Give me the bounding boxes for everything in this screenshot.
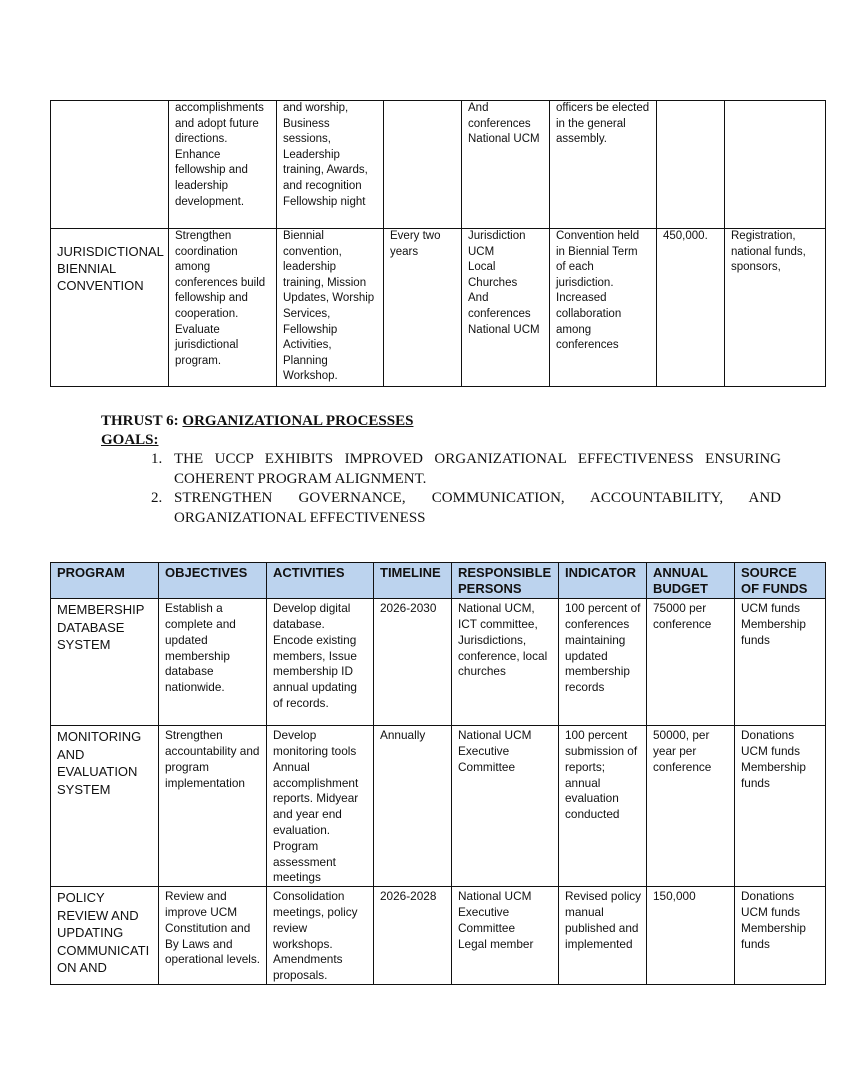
budget-cell: 450,000. [657, 229, 725, 387]
goal-text: STRENGTHEN GOVERNANCE, COMMUNICATION, ACCOUNTABILITY, AND ORGANIZATIONAL EFFECTIVENESS [174, 490, 781, 526]
goal-text: THE UCCP EXHIBITS IMPROVED ORGANIZATIONAL EFFECTIVENESS ENSURING COHERENT PROGRAM ALIGNMENT. [174, 451, 781, 487]
objectives-cell: Strengthen coordination among conferences build fellowship and cooperation. Evaluate jurisdictional program. [169, 229, 277, 387]
indicator-cell: 100 percent of conferences maintaining updated membership records [559, 599, 647, 726]
indicator-cell: 100 percent submission of reports; annual evaluation conducted [559, 726, 647, 887]
goal-number: 2. [151, 490, 163, 506]
budget-cell [657, 101, 725, 229]
timeline-cell: 2026-2028 [374, 887, 452, 985]
program-table [50, 562, 826, 985]
timeline-cell [384, 101, 462, 229]
activities-cell: Develop digital database. Encode existing members, Issue membership ID annual updating of records. [267, 599, 374, 726]
activities-cell: Develop monitoring tools Annual accomplishment reports. Midyear and year end evaluation. Program assessment meetings [267, 726, 374, 887]
column-header-responsible: RESPONSIBLE PERSONS [452, 563, 559, 599]
indicator-cell: Convention held in Biennial Term of each jurisdiction. Increased collaboration among conferences [550, 229, 657, 387]
table-row [51, 887, 826, 985]
column-header-budget: ANNUAL BUDGET [647, 563, 735, 599]
goals-label: GOALS: [101, 432, 159, 448]
continuation-table [50, 100, 826, 387]
program-cell: MEMBERSHIP DATABASE SYSTEM [51, 599, 159, 726]
column-header-indicator: INDICATOR [559, 563, 647, 599]
source-cell: UCM funds Membership funds [735, 599, 826, 726]
timeline-cell: 2026-2030 [374, 599, 452, 726]
budget-cell: 75000 per conference [647, 599, 735, 726]
indicator-cell: officers be elected in the general assembly. [550, 101, 657, 229]
thrust-prefix: THRUST 6: [101, 413, 183, 429]
budget-cell: 50000, per year per conference [647, 726, 735, 887]
source-cell: Donations UCM funds Membership funds [735, 887, 826, 985]
budget-cell: 150,000 [647, 887, 735, 985]
goal-item [151, 450, 781, 489]
source-cell: Registration, national funds, sponsors, [725, 229, 826, 387]
timeline-cell: Annually [374, 726, 452, 887]
table-row [51, 101, 826, 229]
activities-cell: Biennial convention, leadership training, Mission Updates, Worship Services, Fellowship Activities, Planning Workshop. [277, 229, 384, 387]
timeline-cell: Every two years [384, 229, 462, 387]
responsible-cell: National UCM, ICT committee, Jurisdictions, conference, local churches [452, 599, 559, 726]
goal-number: 1. [151, 451, 163, 467]
column-header-objectives: OBJECTIVES [159, 563, 267, 599]
column-header-source: SOURCE OF FUNDS [735, 563, 826, 599]
table-header-row [51, 563, 826, 599]
program-cell [51, 101, 169, 229]
activities-cell: Consolidation meetings, policy review workshops. Amendments proposals. [267, 887, 374, 985]
column-header-timeline: TIMELINE [374, 563, 452, 599]
program-cell: MONITORING AND EVALUATION SYSTEM [51, 726, 159, 887]
objectives-cell: Establish a complete and updated membership database nationwide. [159, 599, 267, 726]
table-row [51, 599, 826, 726]
thrust-heading [101, 412, 781, 431]
activities-cell: and worship, Business sessions, Leadership training, Awards, and recognition Fellowship night [277, 101, 384, 229]
source-cell [725, 101, 826, 229]
responsible-cell: National UCM Executive Committee [452, 726, 559, 887]
table-row [51, 726, 826, 887]
program-cell: JURISDICTIONAL BIENNIAL CONVENTION [51, 229, 169, 387]
thrust-section [101, 412, 781, 528]
program-cell: POLICY REVIEW AND UPDATING COMMUNICATI ON AND [51, 887, 159, 985]
goals-list [101, 450, 781, 528]
objectives-cell: accomplishments and adopt future directions. Enhance fellowship and leadership development. [169, 101, 277, 229]
thrust-title: ORGANIZATIONAL PROCESSES [182, 413, 414, 429]
source-cell: Donations UCM funds Membership funds [735, 726, 826, 887]
table-row [51, 229, 826, 387]
objectives-cell: Review and improve UCM Constitution and By Laws and operational levels. [159, 887, 267, 985]
objectives-cell: Strengthen accountability and program implementation [159, 726, 267, 887]
responsible-cell: And conferences National UCM [462, 101, 550, 229]
column-header-activities: ACTIVITIES [267, 563, 374, 599]
responsible-cell: National UCM Executive Committee Legal member [452, 887, 559, 985]
goal-item [151, 489, 781, 528]
indicator-cell: Revised policy manual published and implemented [559, 887, 647, 985]
responsible-cell: Jurisdiction UCM Local Churches And conferences National UCM [462, 229, 550, 387]
column-header-program: PROGRAM [51, 563, 159, 599]
